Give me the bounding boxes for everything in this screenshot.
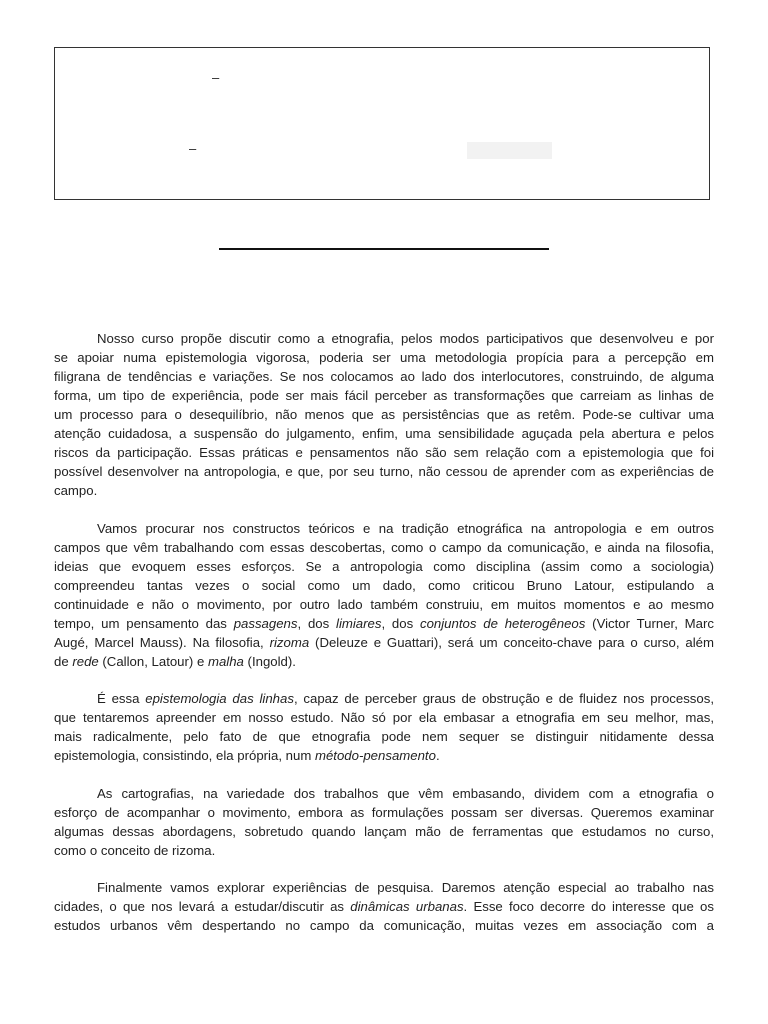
- text-line: [54, 538, 714, 557]
- text-line: [54, 462, 714, 481]
- text-line: [54, 367, 714, 386]
- text-run: . Esse foco decorre do interesse que os: [463, 899, 714, 914]
- text-line: [54, 405, 714, 424]
- text-line: [54, 841, 714, 860]
- text-run: mais radicalmente, pelo fato de que etnografia pode nem sequer se distinguir nitidamente dessa: [54, 729, 714, 744]
- italic-text: malha: [207, 653, 244, 669]
- text-run: , capaz de perceber graus de obstrução e de fluidez nos processos,: [293, 691, 714, 706]
- text-line: [54, 424, 714, 443]
- text-line: [54, 727, 714, 746]
- header-box: [54, 47, 710, 200]
- text-line: [54, 576, 714, 595]
- text-run: riscos da participação. Essas práticas e pensamentos não são sem relação com a epistemologia que foi: [54, 445, 714, 460]
- text-line: [54, 557, 714, 576]
- text-run: campos que vêm trabalhando com essas descobertas, como o campo da comunicação, e ainda na filosofia,: [54, 539, 714, 555]
- italic-text: dinâmicas urbanas: [350, 899, 464, 914]
- text-line: [54, 443, 714, 462]
- text-line: [54, 746, 714, 765]
- paragraph: [54, 878, 714, 935]
- text-line: [54, 481, 714, 500]
- text-run: Nosso curso propõe discutir como a etnografia, pelos modos participativos que desenvolveu e por: [97, 331, 714, 346]
- text-run: se apoiar numa epistemologia vigorosa, poderia ser uma metodologia propícia para a percepção em: [54, 350, 714, 365]
- text-run: (Callon, Latour) e: [98, 653, 208, 669]
- text-run: cidades, o que nos levará a estudar/discutir as: [54, 899, 351, 914]
- text-run: (Ingold).: [243, 653, 296, 669]
- italic-text: passagens: [233, 615, 298, 631]
- text-run: Vamos procurar nos constructos teóricos e na tradição etnográfica na antropologia e em outros: [97, 520, 714, 536]
- text-run: estudos urbanos vêm despertando no campo da comunicação, muitas vezes em associação com a: [54, 918, 714, 933]
- text-run: epistemologia, consistindo, ela própria, num: [54, 748, 315, 763]
- paragraph: [54, 689, 714, 765]
- text-run: esforço de acompanhar o movimento, embora as formulações possam ser diversas. Queremos examinar: [54, 804, 714, 820]
- paragraph: [54, 784, 714, 860]
- text-line: [54, 329, 714, 348]
- text-line: [54, 386, 714, 405]
- text-line: [54, 916, 714, 935]
- italic-text: rizoma: [269, 634, 310, 650]
- text-run: que tentaremos apreender em nosso estudo. Não só por ela embasar a etnografia em seu melhor, mas,: [54, 710, 714, 725]
- text-run: , dos: [297, 615, 337, 631]
- text-run: um processo para o desequilíbrio, não menos que as persistências que as retêm. Pode-se cultivar uma: [54, 407, 714, 422]
- text-run: forma, um tipo de experiência, pode ser mais fácil perceber as transformações que carreiam as linhas de: [54, 388, 714, 403]
- text-line: [54, 614, 714, 633]
- header-dash: –: [189, 141, 197, 156]
- text-line: [54, 784, 714, 803]
- paragraph: [54, 329, 714, 500]
- title-underline: [219, 248, 549, 250]
- paragraph: [54, 519, 714, 671]
- text-line: [54, 595, 714, 614]
- text-run: (Victor Turner, Marc: [585, 615, 714, 631]
- text-run: como o conceito de rizoma.: [54, 842, 216, 858]
- text-run: de: [54, 653, 73, 669]
- text-run: atenção cuidadosa, a suspensão do julgamento, enfim, uma sensibilidade aguçada pela abertura e pelos: [54, 426, 714, 441]
- header-dash: –: [212, 70, 220, 85]
- text-run: compreendeu tantas vezes o social como um dado, como criticou Bruno Latour, estipulando a: [54, 577, 714, 593]
- text-line: [54, 878, 714, 897]
- text-line: [54, 348, 714, 367]
- text-run: possível desenvolver na antropologia, e que, por seu turno, não cessou de aprender com as experiências de: [54, 464, 714, 479]
- text-run: .: [435, 748, 440, 763]
- text-line: [54, 897, 714, 916]
- text-line: [54, 652, 714, 671]
- text-line: [54, 689, 714, 708]
- text-line: [54, 822, 714, 841]
- text-line: [54, 803, 714, 822]
- text-run: As cartografias, na variedade dos trabalhos que vêm embasando, dividem com a etnografia o: [97, 785, 714, 801]
- text-run: algumas dessas abordagens, sobretudo quando lançam mão de ferramentas que estudamos no curso,: [54, 823, 714, 839]
- text-run: ideias que evoquem esses esforços. Se a antropologia como disciplina (assim como a sociologia): [54, 558, 714, 574]
- text-run: , dos: [381, 615, 420, 631]
- text-run: campo.: [54, 483, 98, 498]
- text-run: É essa: [97, 691, 146, 706]
- text-line: [54, 708, 714, 727]
- shaded-field: [467, 142, 552, 159]
- italic-text: conjuntos de heterogêneos: [419, 615, 586, 631]
- text-run: Augé, Marcel Mauss). Na filosofia,: [54, 634, 270, 650]
- italic-text: epistemologia das linhas: [145, 691, 294, 706]
- text-run: filigrana de tendências e variações. Se nos colocamos ao lado dos interlocutores, construindo, de alguma: [54, 369, 714, 384]
- text-line: [54, 519, 714, 538]
- document-body: [54, 329, 714, 954]
- text-run: tempo, um pensamento das: [54, 615, 234, 631]
- text-run: Finalmente vamos explorar experiências de pesquisa. Daremos atenção especial ao trabalho nas: [97, 880, 714, 895]
- text-run: (Deleuze e Guattari), será um conceito-chave para o curso, além: [309, 634, 714, 650]
- italic-text: método-pensamento: [314, 748, 436, 763]
- italic-text: limiares: [336, 615, 382, 631]
- text-run: continuidade e não o movimento, por outro lado também construiu, em muitos momentos e ao mesmo: [54, 596, 714, 612]
- italic-text: rede: [72, 653, 99, 669]
- text-line: [54, 633, 714, 652]
